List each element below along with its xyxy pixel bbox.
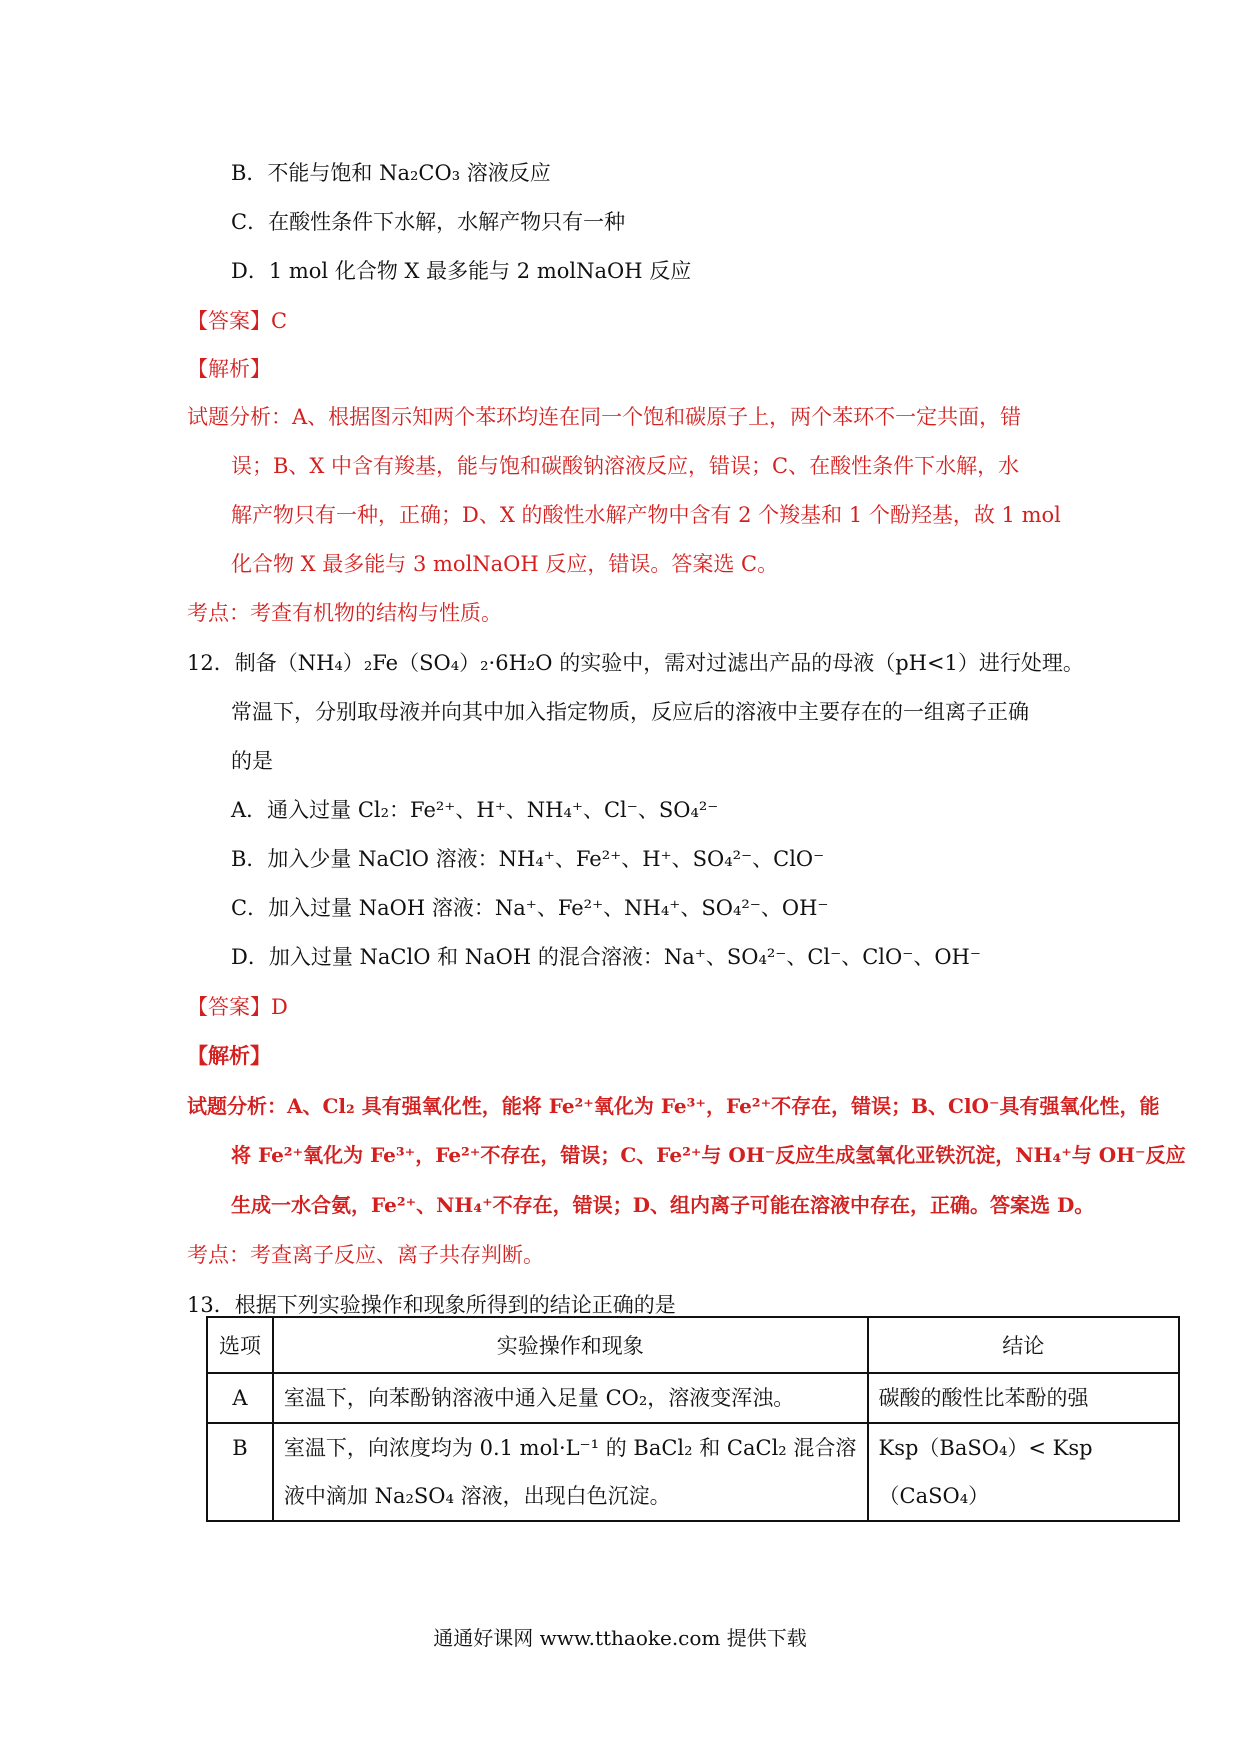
q11-option-c: C．在酸性条件下水解，水解产物只有一种 — [231, 210, 626, 234]
q13-row-a-operation: 室温下，向苯酚钠溶液中通入足量 CO₂，溶液变浑浊。 — [273, 1373, 868, 1423]
page-footer: 通通好课网 www.tthaoke.com 提供下载 — [433, 1626, 807, 1650]
q12-analysis-line-2: 将 Fe²⁺氧化为 Fe³⁺，Fe²⁺不存在，错误；C、Fe²⁺与 OH⁻反应生成氢氧化亚铁沉淀，NH₄⁺与 OH⁻反应 — [231, 1143, 1186, 1167]
q11-option-d: D．1 mol 化合物 X 最多能与 2 molNaOH 反应 — [231, 259, 692, 283]
q11-analysis-line-1: 试题分析：A、根据图示知两个苯环均连在同一个饱和碳原子上，两个苯环不一定共面，错 — [187, 405, 1022, 429]
q12-analysis-line-3: 生成一水合氨，Fe²⁺、NH₄⁺不存在，错误；D、组内离子可能在溶液中存在，正确。答案选 D。 — [231, 1193, 1095, 1217]
q12-key-point: 考点：考查离子反应、离子共存判断。 — [187, 1243, 544, 1267]
q12-option-c: C．加入过量 NaOH 溶液：Na⁺、Fe²⁺、NH₄⁺、SO₄²⁻、OH⁻ — [231, 896, 829, 920]
q11-key-point: 考点：考查有机物的结构与性质。 — [187, 601, 502, 625]
q12-stem-line-2: 常温下，分别取母液并向其中加入指定物质，反应后的溶液中主要存在的一组离子正确 — [231, 700, 1029, 724]
q13-header-conclusion: 结论 — [868, 1317, 1180, 1373]
q13-header-option: 选项 — [207, 1317, 273, 1373]
q13-table — [206, 1316, 1180, 1522]
q12-analysis-line-1: 试题分析：A、Cl₂ 具有强氧化性，能将 Fe²⁺氧化为 Fe³⁺，Fe²⁺不存在，错误；B、ClO⁻具有强氧化性，能 — [187, 1094, 1160, 1118]
q13-row-b-option: B — [207, 1423, 273, 1521]
q12-option-b: B．加入少量 NaClO 溶液：NH₄⁺、Fe²⁺、H⁺、SO₄²⁻、ClO⁻ — [231, 847, 825, 871]
q11-answer: 【答案】C — [187, 309, 288, 333]
q12-stem-line-3: 的是 — [231, 749, 273, 773]
q12-option-a: A．通入过量 Cl₂：Fe²⁺、H⁺、NH₄⁺、Cl⁻、SO₄²⁻ — [231, 798, 719, 822]
table-row — [207, 1373, 1179, 1423]
q11-analysis-heading: 【解析】 — [187, 357, 271, 381]
q11-analysis-line-4: 化合物 X 最多能与 3 molNaOH 反应，错误。答案选 C。 — [231, 552, 779, 576]
q11-option-b: B．不能与饱和 Na₂CO₃ 溶液反应 — [231, 161, 551, 185]
q13-row-b-conclusion: Ksp（BaSO₄）< Ksp（CaSO₄） — [868, 1423, 1180, 1521]
q11-analysis-line-3: 解产物只有一种，正确；D、X 的酸性水解产物中含有 2 个羧基和 1 个酚羟基，故 1 mol — [231, 503, 1061, 527]
q13-row-a-conclusion: 碳酸的酸性比苯酚的强 — [868, 1373, 1180, 1423]
q12-analysis-heading: 【解析】 — [187, 1043, 271, 1068]
q11-analysis-line-2: 误；B、X 中含有羧基，能与饱和碳酸钠溶液反应，错误；C、在酸性条件下水解，水 — [231, 454, 1020, 478]
q13-row-b-operation: 室温下，向浓度均为 0.1 mol·L⁻¹ 的 BaCl₂ 和 CaCl₂ 混合溶液中滴加 Na₂SO₄ 溶液，出现白色沉淀。 — [273, 1423, 868, 1521]
q12-answer: 【答案】D — [187, 995, 288, 1019]
q13-stem: 13．根据下列实验操作和现象所得到的结论正确的是 — [187, 1293, 676, 1317]
q12-stem-line-1: 12．制备（NH₄）₂Fe（SO₄）₂·6H₂O 的实验中，需对过滤出产品的母液（pH<1）进行处理。 — [187, 651, 1084, 675]
q13-row-a-option: A — [207, 1373, 273, 1423]
q12-option-d: D．加入过量 NaClO 和 NaOH 的混合溶液：Na⁺、SO₄²⁻、Cl⁻、ClO⁻、OH⁻ — [231, 945, 981, 969]
table-row — [207, 1423, 1179, 1521]
q13-header-operation: 实验操作和现象 — [273, 1317, 868, 1373]
q13-table-header-row — [207, 1317, 1179, 1373]
